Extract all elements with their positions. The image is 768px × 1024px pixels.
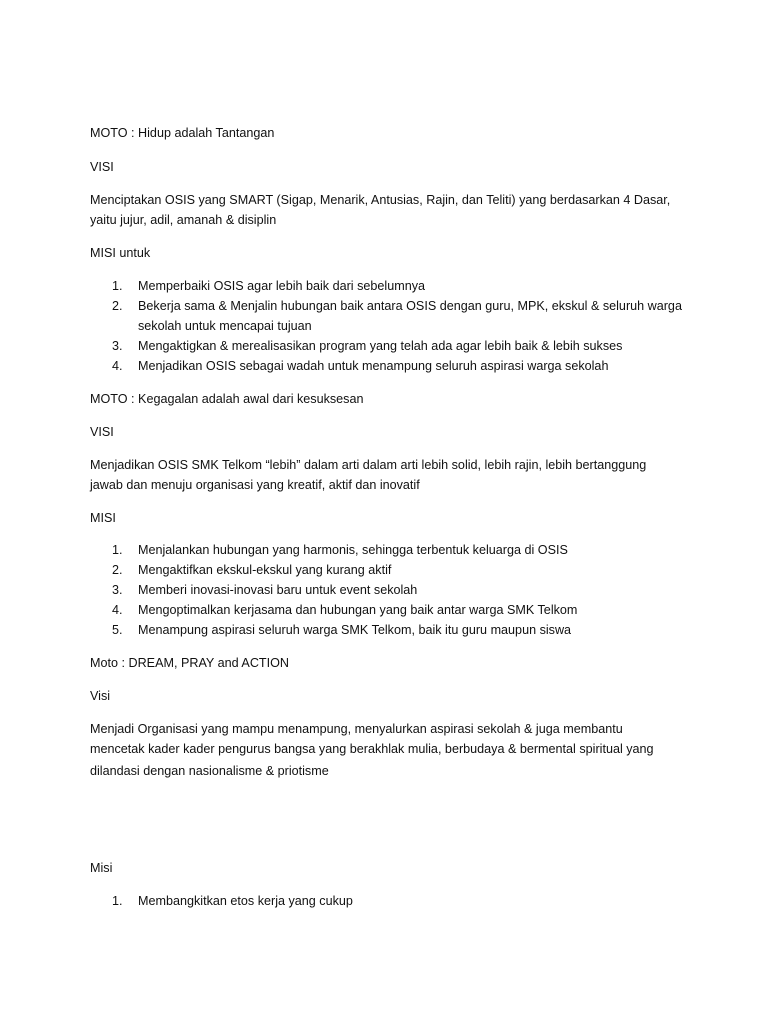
list-text: Memperbaiki OSIS agar lebih baik dari sebelumnya	[138, 279, 425, 293]
moto-2: MOTO : Kegagalan adalah awal dari kesuksesan	[90, 392, 364, 406]
list-number: 2.	[112, 299, 123, 313]
misi-heading-1: MISI untuk	[90, 246, 151, 260]
list-number: 2.	[112, 563, 123, 577]
list-item	[112, 276, 692, 296]
list-item	[112, 580, 692, 600]
list-item	[112, 600, 692, 620]
visi-heading-3: Visi	[90, 689, 111, 703]
visi-heading-2: VISI	[90, 425, 114, 439]
list-item	[112, 540, 692, 560]
list-number: 1.	[112, 543, 123, 557]
list-number: 5.	[112, 623, 123, 637]
list-number: 1.	[112, 894, 123, 908]
visi-text-3-line-3: dilandasi dengan nasionalisme & priotisme	[90, 764, 329, 778]
list-text: Memberi inovasi-inovasi baru untuk event sekolah	[138, 583, 418, 597]
list-item-continuation	[112, 316, 692, 336]
list-text: Menampung aspirasi seluruh warga SMK Telkom, baik itu guru maupun siswa	[138, 623, 572, 637]
visi-text-1-line-1: Menciptakan OSIS yang SMART (Sigap, Menarik, Antusias, Rajin, dan Teliti) yang berdasarkan 4 Dasar,	[90, 193, 671, 207]
list-item	[112, 336, 692, 356]
list-text: Membangkitkan etos kerja yang cukup	[138, 894, 353, 908]
misi-heading-2: MISI	[90, 511, 116, 525]
list-number: 1.	[112, 279, 123, 293]
list-number: 3.	[112, 339, 123, 353]
moto-1: MOTO : Hidup adalah Tantangan	[90, 126, 275, 140]
visi-text-2-line-1: Menjadikan OSIS SMK Telkom “lebih” dalam arti dalam arti lebih solid, lebih rajin, lebih bertanggung	[90, 458, 647, 472]
visi-text-3-line-1: Menjadi Organisasi yang mampu menampung, menyalurkan aspirasi sekolah & juga membantu	[90, 722, 623, 736]
list-number: 3.	[112, 583, 123, 597]
list-item	[112, 620, 692, 640]
misi-heading-3: Misi	[90, 861, 113, 875]
list-text: Mengaktifkan ekskul-ekskul yang kurang aktif	[138, 563, 392, 577]
visi-heading-1: VISI	[90, 160, 114, 174]
list-number: 4.	[112, 359, 123, 373]
list-item	[112, 296, 692, 316]
visi-text-1-line-2: yaitu jujur, adil, amanah & disiplin	[90, 213, 277, 227]
list-item	[112, 356, 692, 376]
list-number: 4.	[112, 603, 123, 617]
list-text: Bekerja sama & Menjalin hubungan baik antara OSIS dengan guru, MPK, ekskul & seluruh warga	[138, 299, 682, 313]
list-item	[112, 891, 692, 911]
visi-text-3-line-2: mencetak kader kader pengurus bangsa yang berakhlak mulia, berbudaya & bermental spiritual yang	[90, 742, 654, 756]
visi-text-2-line-2: jawab dan menuju organisasi yang kreatif, aktif dan inovatif	[90, 478, 420, 492]
list-item	[112, 560, 692, 580]
list-text: Menjadikan OSIS sebagai wadah untuk menampung seluruh aspirasi warga sekolah	[138, 359, 609, 373]
list-text: sekolah untuk mencapai tujuan	[138, 319, 312, 333]
list-text: Menjalankan hubungan yang harmonis, sehingga terbentuk keluarga di OSIS	[138, 543, 568, 557]
list-text: Mengaktigkan & merealisasikan program yang telah ada agar lebih baik & lebih sukses	[138, 339, 623, 353]
list-text: Mengoptimalkan kerjasama dan hubungan yang baik antar warga SMK Telkom	[138, 603, 578, 617]
moto-3: Moto : DREAM, PRAY and ACTION	[90, 656, 289, 670]
